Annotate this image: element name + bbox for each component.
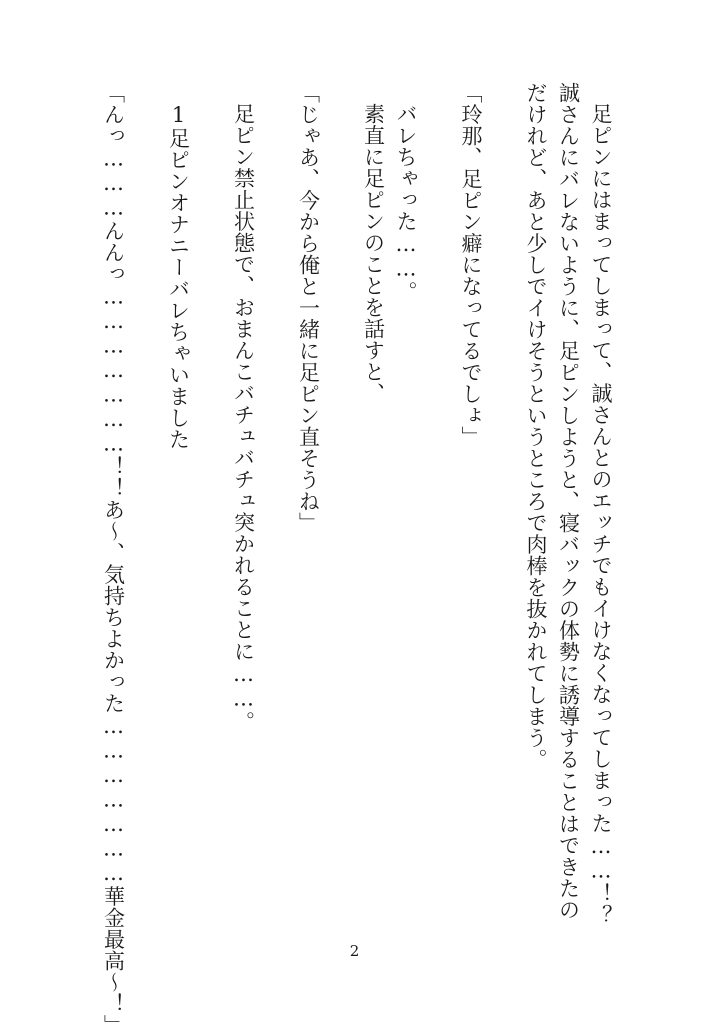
paragraph-gap — [487, 82, 520, 914]
page-number: 2 — [349, 942, 360, 960]
body-line: だけれど、あと少しでイけそうというところで肉棒を抜かれてしまう。 — [524, 82, 548, 770]
paragraph-gap — [195, 82, 228, 914]
vertical-text-block — [97, 82, 617, 1036]
body-line: 足ピン禁止状態で、おまんこバチュバチュ突かれることに……。 — [231, 103, 256, 733]
paragraph-gap — [130, 82, 163, 914]
body-line: 足ピンにはまってしまって、誠さんとのエッチでもイけなくなってしまった……！？ — [589, 103, 613, 926]
paragraph-gap — [325, 82, 358, 914]
body-line: 誠さんにバレないように、足ピンしようと、寝バックの体勢に誘導することはできたの — [556, 82, 581, 921]
chapter-heading: 1足ピンオナニーバレちゃいました — [166, 103, 191, 450]
paragraph-gap — [422, 82, 455, 914]
paragraph-gap — [260, 82, 293, 914]
dialogue-line: 「んっ………んんっ…………………！！あ～、気持ちよかった…………………華金最高～！」 — [101, 82, 126, 1036]
dialogue-line: 「玲那、足ピン癖になってるでしょ」 — [459, 82, 483, 448]
dialogue-line: 「じゃあ、今から俺と一緒に足ピン直そうね」 — [296, 82, 321, 534]
body-line: バレちゃった……。 — [394, 103, 418, 303]
body-line: 素直に足ピンのことを話すと、 — [361, 103, 386, 404]
